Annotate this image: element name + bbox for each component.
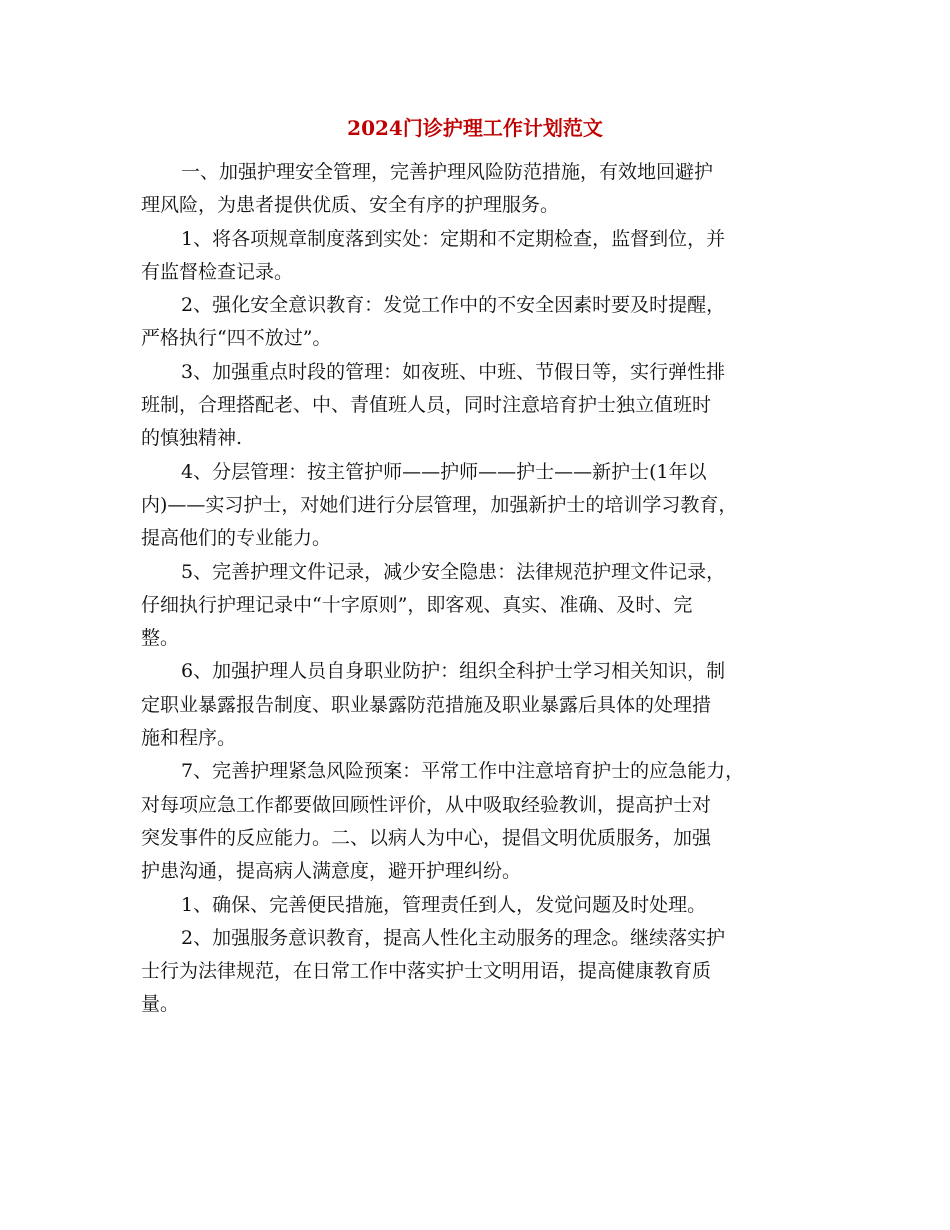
document-body [141,156,821,1022]
text-line: 整。 [141,627,180,650]
text-line: 有监督检查记录。 [141,260,294,283]
text-line: 5、完善护理文件记录，减少安全隐患：法律规范护理文件记录， [181,560,726,583]
text-line: 对每项应急工作都要做回顾性评价，从中吸取经验教训，提高护士对 [141,793,712,816]
text-line: 护患沟通，提高病人满意度，避开护理纠纷。 [141,860,522,883]
text-line: 1、确保、完善便民措施，管理责任到人，发觉问题及时处理。 [181,893,707,916]
text-line: 2、强化安全意识教育：发觉工作中的不安全因素时要及时提醒， [181,294,726,317]
text-line: 理风险，为患者提供优质、安全有序的护理服务。 [141,194,560,217]
text-line: 施和程序。 [141,727,237,750]
text-line: 内)——实习护士，对她们进行分层管理，加强新护士的培训学习教育， [141,493,738,516]
text-line: 士行为法律规范，在日常工作中落实护士文明用语，提高健康教育质 [141,960,712,983]
text-line: 1、将各项规章制度落到实处：定期和不定期检查，监督到位，并 [181,227,726,250]
text-line: 突发事件的反应能力。二、以病人为中心，提倡文明优质服务，加强 [141,826,712,849]
text-line: 的慎独精神. [141,427,243,450]
text-line: 提高他们的专业能力。 [141,527,332,550]
document-title: 2024门诊护理工作计划范文 [347,116,603,140]
text-line: 3、加强重点时段的管理：如夜班、中班、节假日等，实行弹性排 [181,360,726,383]
text-line: 7、完善护理紧急风险预案：平常工作中注意培育护士的应急能力， [181,760,745,783]
text-line: 严格执行“四不放过”。 [141,327,332,350]
text-line: 2、加强服务意识教育，提高人性化主动服务的理念。继续落实护 [181,926,726,949]
text-line: 仔细执行护理记录中“十字原则”，即客观、真实、准确、及时、完 [141,593,693,616]
text-line: 4、分层管理：按主管护师——护师——护士——新护士(1年以 [181,460,707,483]
text-line: 一、加强护理安全管理，完善护理风险防范措施，有效地回避护 [181,161,714,183]
text-line: 6、加强护理人员自身职业防护：组织全科护士学习相关知识，制 [181,660,726,683]
text-line: 量。 [141,993,180,1016]
text-line: 定职业暴露报告制度、职业暴露防范措施及职业暴露后具体的处理措 [141,693,712,716]
text-line: 班制，合理搭配老、中、青值班人员，同时注意培育护士独立值班时 [141,394,712,417]
